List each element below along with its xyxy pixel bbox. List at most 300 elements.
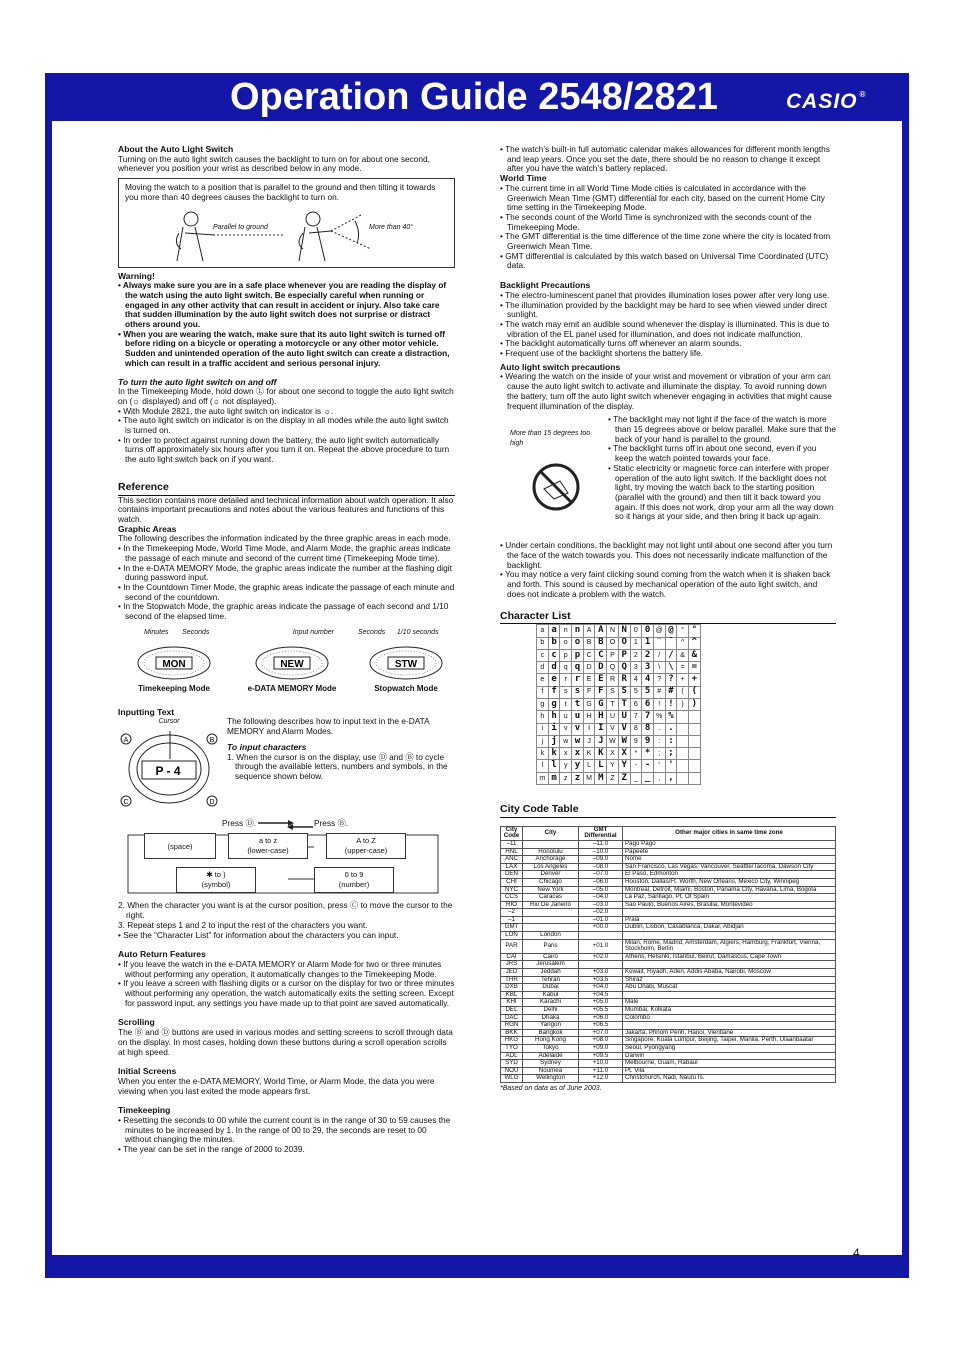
warning-list [118, 281, 455, 368]
other-cities-cell: Shiraz [623, 976, 836, 984]
character-glyph: 1 [642, 637, 654, 649]
world-time-item: • GMT differential is calculated by this watch based on Universal Time Coordinated (UTC) data. [500, 252, 836, 271]
character-glyph: N [618, 625, 630, 637]
gmt-cell: +04.0 [579, 984, 623, 992]
character-key: O [607, 637, 619, 649]
character-key: D [583, 662, 595, 674]
gmt-cell: –05.0 [579, 886, 623, 894]
auto-return-item: • If you leave a screen with flashing digits or a cursor on the display for two or three minutes without performing any operation, the watch automatically exits the setting screen. Except for password input, any settings you have made up to that point are saved automatically. [118, 979, 455, 1008]
cursor-caption: Cursor [158, 718, 180, 726]
character-key: \ [653, 662, 665, 674]
inputting-figure [118, 717, 455, 813]
city-code-cell: JRS [501, 961, 523, 969]
input-note: • See the “Character List” for information about the characters you can input. [118, 931, 455, 941]
other-cities-cell: Christchurch, Nadi, Nauru Is. [623, 1075, 836, 1083]
character-key: m [537, 772, 549, 784]
registered-mark: ® [859, 90, 867, 99]
seq-space [144, 833, 216, 859]
gmt-cell: +05.0 [579, 999, 623, 1007]
character-row [537, 760, 701, 772]
scrolling-text: The Ⓑ and Ⓓ buttons are used in various modes and setting screens to scroll through data on the display. In most cases, holding down these buttons during a scroll operation scrolls at high speed. [118, 1027, 453, 1057]
other-cities-cell: Jakarta, Phnom Penh, Hanoi, Vientiane [623, 1029, 836, 1037]
character-key: Q [607, 662, 619, 674]
watch-dial-icon [118, 637, 230, 681]
city-code-cell: DEL [501, 1007, 523, 1015]
character-row [537, 772, 701, 784]
character-key: K [583, 748, 595, 760]
city-code-cell: KHI [501, 999, 523, 1007]
character-glyph [688, 772, 700, 784]
character-glyph: % [665, 711, 677, 723]
character-key: 7 [630, 711, 642, 723]
right-column [500, 145, 836, 1094]
inputting-text-block [227, 717, 455, 781]
backlight-item: • Frequent use of the backlight shortens the battery life. [500, 349, 836, 359]
character-glyph: D [595, 662, 607, 674]
city-name-cell: New York [523, 886, 579, 894]
character-row [537, 698, 701, 710]
character-key: 8 [630, 723, 642, 735]
city-table-body [501, 840, 836, 1082]
character-glyph: : [665, 735, 677, 747]
world-time-list [500, 184, 836, 271]
city-code-cell: PAR [501, 939, 523, 953]
character-key: T [607, 698, 619, 710]
character-key: @ [653, 625, 665, 637]
character-row [537, 735, 701, 747]
table-row [501, 1044, 836, 1052]
character-key: e [537, 674, 549, 686]
character-key: y [560, 760, 572, 772]
character-glyph: h [548, 711, 560, 723]
warning-item: • Always make sure you are in a safe place whenever you are reading the display of the watch using the auto light switch. Be especially careful when running or engaged in any other activity that can result in accident or injury. Also take care that sudden illumination by the auto light switch does not surprise or distract others around you. [118, 281, 455, 330]
dial-top-b: 1/10 seconds [396, 628, 439, 636]
character-glyph: f [548, 686, 560, 698]
character-glyph: g [548, 698, 560, 710]
city-name-cell: Adelaide [523, 1052, 579, 1060]
dial-word: NEW [280, 659, 304, 671]
turn-on-title: To turn the auto light switch on and off [118, 376, 277, 387]
character-glyph: \ [665, 662, 677, 674]
character-glyph: @ [665, 625, 677, 637]
character-key [677, 772, 689, 784]
character-key: 0 [630, 625, 642, 637]
svg-text:D: D [209, 799, 215, 807]
character-key: 5 [630, 686, 642, 698]
character-row [537, 748, 701, 760]
page-title: Operation Guide 2548/2821 [230, 76, 718, 118]
character-glyph: K [595, 748, 607, 760]
table-row [501, 939, 836, 953]
other-cities-cell: Melbourne, Guam, Rabaul [623, 1060, 836, 1068]
character-glyph: i [548, 723, 560, 735]
other-cities-cell: San Francisco, Las Vegas, Vancouver, Seattle/Tacoma, Dawson City [623, 863, 836, 871]
seq-lower [228, 833, 308, 859]
character-glyph: J [595, 735, 607, 747]
character-key: 2 [630, 649, 642, 661]
other-cities-cell: Darwin [623, 1052, 836, 1060]
character-glyph: x [572, 748, 584, 760]
character-key: = [677, 662, 689, 674]
seq-a: 0 to 9 [344, 870, 364, 880]
other-cities-cell: Milan, Rome, Madrid, Amsterdam, Algiers, Hamburg, Frankfurt, Vienna, Stockholm, Berlin [623, 939, 836, 953]
character-glyph [688, 760, 700, 772]
character-row [537, 711, 701, 723]
character-key: W [607, 735, 619, 747]
other-cities-cell: Mumbai, Kolkata [623, 1007, 836, 1015]
backlight-item: • The watch may emit an audible sound whenever the display is illuminated. This is due to vibration of the EL panel used for illumination, and does not indicate malfunction. [500, 320, 836, 339]
tilt-illustration [510, 429, 596, 521]
city-code-cell: LAX [501, 863, 523, 871]
gmt-cell: +06.5 [579, 1022, 623, 1030]
col-city: City [523, 826, 579, 840]
character-glyph: b [548, 637, 560, 649]
character-row [537, 723, 701, 735]
other-cities-cell: Praia [623, 916, 836, 924]
character-glyph: o [572, 637, 584, 649]
character-glyph: I [595, 723, 607, 735]
character-key [677, 760, 689, 772]
character-key: Y [607, 760, 619, 772]
gmt-cell: –01.0 [579, 916, 623, 924]
press-d-label: Press Ⓓ. [222, 818, 257, 829]
watch-face-icon [118, 727, 220, 811]
graphic-list [118, 544, 455, 622]
gmt-cell: +06.0 [579, 1014, 623, 1022]
character-glyph [688, 748, 700, 760]
character-glyph: ( [688, 686, 700, 698]
city-code-table [500, 826, 836, 1083]
warning-item: • When you are wearing the watch, make sure that its auto light switch is turned off before riding on a bicycle or operating a motorcycle or any other motor vehicle. Sudden and unintended operation of the auto light switch can create a distraction, which can result in a traffic accident and serious personal injury. [118, 330, 455, 369]
city-code-cell: SYD [501, 1060, 523, 1068]
gmt-cell: –09.0 [579, 856, 623, 864]
character-glyph: S [618, 686, 630, 698]
after-list [500, 541, 836, 599]
city-name-cell: Caracas [523, 894, 579, 902]
character-glyph: c [548, 649, 560, 661]
character-key: i [537, 723, 549, 735]
gmt-cell: –02.0 [579, 909, 623, 917]
dial-top-a: Input number [292, 628, 334, 636]
gmt-cell: –03.0 [579, 901, 623, 909]
city-name-cell: Yangon [523, 1022, 579, 1030]
other-cities-cell: Kuwait, Riyadh, Aden, Addis Ababa, Nairobi, Moscow [623, 969, 836, 977]
backlight-heading: Backlight Precautions [500, 280, 591, 291]
character-glyph: . [665, 723, 677, 735]
timekeeping-item: • Resetting the seconds to 00 while the current count is in the range of 30 to 59 causes the minutes to be increased by 1. In the range of 00 to 29, the seconds are reset to 00 without changing the minutes. [118, 1116, 455, 1145]
character-glyph: w [572, 735, 584, 747]
turn-on-item: • The auto light switch on indicator is on the display in all modes while the auto light switch is turned on. [118, 416, 455, 435]
character-glyph: t [572, 698, 584, 710]
character-key: u [560, 711, 572, 723]
character-key: v [560, 723, 572, 735]
character-glyph: r [572, 674, 584, 686]
backlight-item: • The illumination provided by the backlight may be hard to see when viewed under direct sunlight. [500, 301, 836, 320]
auto-light-svg [125, 203, 445, 263]
city-name-cell: Karachi [523, 999, 579, 1007]
character-glyph: y [572, 760, 584, 772]
col-gmt: GMT Differential [579, 826, 623, 840]
other-cities-cell: Papeete [623, 848, 836, 856]
character-glyph: d [548, 662, 560, 674]
dial-label: e-DATA MEMORY Mode [247, 684, 337, 694]
table-row [501, 901, 836, 909]
table-row [501, 878, 836, 886]
character-glyph: 5 [642, 686, 654, 698]
character-key: G [583, 698, 595, 710]
character-glyph: 9 [642, 735, 654, 747]
character-key: E [583, 674, 595, 686]
other-cities-cell: Montreal, Detroit, Miami, Boston, Panama City, Havana, Lima, Bogota [623, 886, 836, 894]
dial-top-labels [236, 628, 348, 638]
character-key: # [653, 686, 665, 698]
character-key: ^ [677, 637, 689, 649]
character-glyph [688, 735, 700, 747]
dial-word: STW [394, 659, 418, 671]
character-glyph: ! [665, 698, 677, 710]
world-time-item: • The current time in all World Time Mode cities is calculated in accordance with the Greenwich Mean Time (GMT) differential for each city, based on the current Home City time setting in the Timekeeping Mode. [500, 184, 836, 213]
character-key [677, 748, 689, 760]
city-name-cell: Chicago [523, 878, 579, 886]
other-cities-cell: Pago Pago [623, 840, 836, 848]
graphic-heading: Graphic Areas [118, 523, 177, 534]
character-glyph: A [595, 625, 607, 637]
city-name-cell: Denver [523, 871, 579, 879]
character-row [537, 637, 701, 649]
left-column [118, 145, 455, 1155]
city-code-cell: JED [501, 969, 523, 977]
timekeeping-list [118, 1116, 455, 1155]
character-glyph: G [595, 698, 607, 710]
gmt-cell: –04.0 [579, 894, 623, 902]
city-name-cell [523, 909, 579, 917]
character-key: h [537, 711, 549, 723]
character-key: ! [653, 698, 665, 710]
character-glyph: u [572, 711, 584, 723]
svg-text:A: A [123, 737, 129, 745]
seq-a: a to z [258, 836, 278, 846]
input-characters-title: To input characters [227, 741, 307, 752]
character-key: ( [677, 686, 689, 698]
auto-light-box [118, 178, 455, 267]
character-glyph: 2 [642, 649, 654, 661]
character-glyph: a [548, 625, 560, 637]
character-key: R [607, 674, 619, 686]
auto-return-item: • If you leave the watch in the e-DATA MEMORY or Alarm Mode for two or three minutes without performing any operation, it automatically changes to the Timekeeping Mode. [118, 960, 455, 979]
turn-on-text: In the Timekeeping Mode, hold down Ⓛ for about one second to toggle the auto light switch on (☼ displayed) and off (☼ not displayed). [118, 386, 454, 406]
character-key: A [583, 625, 595, 637]
gmt-cell: +04.5 [579, 991, 623, 999]
other-cities-cell: Athens, Helsinki, Istanbul, Beirut, Damascus, Cape Town [623, 953, 836, 961]
character-key: : [653, 735, 665, 747]
casio-logo [786, 90, 866, 114]
dial-label: Stopwatch Mode [374, 684, 438, 694]
character-glyph: , [665, 772, 677, 784]
character-glyph: B [595, 637, 607, 649]
city-name-cell: Delhi [523, 1007, 579, 1015]
seq-a: A to Z [356, 836, 376, 846]
character-glyph: Y [618, 760, 630, 772]
character-key: ° [677, 625, 689, 637]
city-code-cell: CCS [501, 894, 523, 902]
character-glyph: 0 [642, 625, 654, 637]
gmt-cell: +00.0 [579, 924, 623, 932]
city-name-cell: Noumea [523, 1067, 579, 1075]
gmt-cell: +11.0 [579, 1067, 623, 1075]
character-key: X [607, 748, 619, 760]
character-glyph: + [688, 674, 700, 686]
gmt-cell: +05.5 [579, 1007, 623, 1015]
other-cities-cell: Seoul, Pyongyang [623, 1044, 836, 1052]
character-key: l [537, 760, 549, 772]
dial-top-b: Seconds [182, 628, 210, 636]
character-glyph: ' [665, 760, 677, 772]
scrolling-heading: Scrolling [118, 1017, 155, 1028]
character-glyph: Q [618, 662, 630, 674]
other-cities-cell: Colombo [623, 1014, 836, 1022]
after-item: • Under certain conditions, the backlight may not light until about one second after you turn the face of the watch towards you. This does not necessarily indicate malfunction of the backlight. [500, 541, 836, 570]
dial-top-a: Seconds [358, 628, 386, 636]
city-name-cell: Sydney [523, 1060, 579, 1068]
other-cities-cell: Abu Dhabi, Muscat [623, 984, 836, 992]
other-cities-cell: Sao Paulo, Buenos Aires, Brasilia, Montevideo [623, 901, 836, 909]
city-code-cell: –1 [501, 916, 523, 924]
initial-heading: Initial Screens [118, 1066, 177, 1077]
character-row [537, 625, 701, 637]
city-code-cell: WLG [501, 1075, 523, 1083]
character-key: I [583, 723, 595, 735]
character-glyph: = [688, 662, 700, 674]
city-name-cell: Wellington [523, 1075, 579, 1083]
character-key [677, 735, 689, 747]
other-cities-cell: Houston, Dallas/Ft. Worth, New Orleans, Mexico City, Winnipeg [623, 878, 836, 886]
city-name-cell: Jeddah [523, 969, 579, 977]
other-cities-cell [623, 909, 836, 917]
graphic-item: • In the e-DATA MEMORY Mode, the graphic areas indicate the number at the flashing digit during password input. [118, 564, 455, 583]
character-key: % [653, 711, 665, 723]
character-list-heading: Character List [500, 612, 836, 625]
character-glyph: ° [688, 625, 700, 637]
character-glyph: E [595, 674, 607, 686]
character-glyph: P [618, 649, 630, 661]
city-name-cell: Hong Kong [523, 1037, 579, 1045]
gmt-cell: +08.0 [579, 1037, 623, 1045]
world-time-item: • The GMT differential is the time difference of the time zone where the city is located from Greenwich Mean Time. [500, 232, 836, 251]
city-name-cell [523, 840, 579, 848]
col-other-cities: Other major cities in same time zone [623, 826, 836, 840]
city-footnote: *Based on data as of June 2003. [500, 1084, 602, 1092]
turn-on-item: • With Module 2821, the auto light switch on indicator is ☼. [118, 407, 455, 417]
character-key: _ [630, 772, 642, 784]
inputting-heading: Inputting Text [118, 706, 175, 717]
other-cities-cell: Male [623, 999, 836, 1007]
gmt-cell: +07.0 [579, 1029, 623, 1037]
character-key: Z [607, 772, 619, 784]
gmt-cell: +02.0 [579, 953, 623, 961]
seq-number [314, 867, 394, 893]
person-tilted-icon [299, 212, 371, 261]
auto-precautions-list [500, 372, 836, 411]
city-code-cell: NOU [501, 1067, 523, 1075]
character-glyph: Z [618, 772, 630, 784]
turn-on-list [118, 407, 455, 465]
backlight-item: • The backlight automatically turns off whenever an alarm sounds. [500, 339, 836, 349]
character-key: F [583, 686, 595, 698]
character-glyph: s [572, 686, 584, 698]
character-key: x [560, 748, 572, 760]
character-glyph: 4 [642, 674, 654, 686]
character-key: ; [653, 748, 665, 760]
character-key: / [653, 649, 665, 661]
city-name-cell: Bangkok [523, 1029, 579, 1037]
auto-return-heading: Auto Return Features [118, 949, 206, 960]
gmt-cell: –11.0 [579, 840, 623, 848]
character-key: L [583, 760, 595, 772]
reference-heading: Reference [118, 483, 455, 496]
character-glyph: _ [642, 772, 654, 784]
city-code-cell: DEN [501, 871, 523, 879]
character-key: U [607, 711, 619, 723]
character-glyph: n [572, 625, 584, 637]
city-code-cell: DXB [501, 984, 523, 992]
character-key: c [537, 649, 549, 661]
seq-symbol [176, 867, 256, 893]
svg-text:B: B [209, 737, 215, 745]
gmt-cell: +03.5 [579, 976, 623, 984]
table-row [501, 969, 836, 977]
character-key: N [607, 625, 619, 637]
character-key: P [607, 649, 619, 661]
city-name-cell: Cairo [523, 953, 579, 961]
city-name-cell: Dubai [523, 984, 579, 992]
character-key: 3 [630, 662, 642, 674]
city-code-cell: LON [501, 932, 523, 940]
character-row [537, 674, 701, 686]
gmt-cell: –10.0 [579, 848, 623, 856]
character-glyph: 8 [642, 723, 654, 735]
character-key: ' [653, 760, 665, 772]
dial-top-a: Minutes [144, 628, 169, 636]
character-glyph: m [548, 772, 560, 784]
gmt-cell: –08.0 [579, 863, 623, 871]
tilt-figure [500, 415, 836, 539]
character-key: s [560, 686, 572, 698]
dial-timekeeping [118, 628, 230, 694]
reference-intro: This section contains more detailed and technical information about watch operation. It also contains important precautions and notes about the various features and functions of this watch. [118, 494, 454, 524]
character-key [677, 723, 689, 735]
city-name-cell: Kabul [523, 991, 579, 999]
backlight-list [500, 291, 836, 359]
character-key: j [537, 735, 549, 747]
city-code-cell: CHI [501, 878, 523, 886]
backlight-item: • The electro-luminescent panel that provides illumination loses power after very long use. [500, 291, 836, 301]
col-city-code: City Code [501, 826, 523, 840]
character-glyph: U [618, 711, 630, 723]
character-glyph: k [548, 748, 560, 760]
gmt-cell: +01.0 [579, 939, 623, 953]
tilt-caption: More than 40° [369, 223, 414, 231]
character-key: * [630, 748, 642, 760]
seq-upper [326, 833, 406, 859]
character-glyph: V [618, 723, 630, 735]
logo-text: CASIO [786, 90, 858, 113]
city-code-cell: ANC [501, 856, 523, 864]
calendar-list [500, 145, 836, 174]
city-code-cell: TYO [501, 1044, 523, 1052]
city-code-heading: City Code Table [500, 805, 836, 818]
inputting-intro: The following describes how to input text in the e-DATA MEMORY and Alarm Modes. [227, 716, 430, 737]
character-glyph: # [665, 686, 677, 698]
